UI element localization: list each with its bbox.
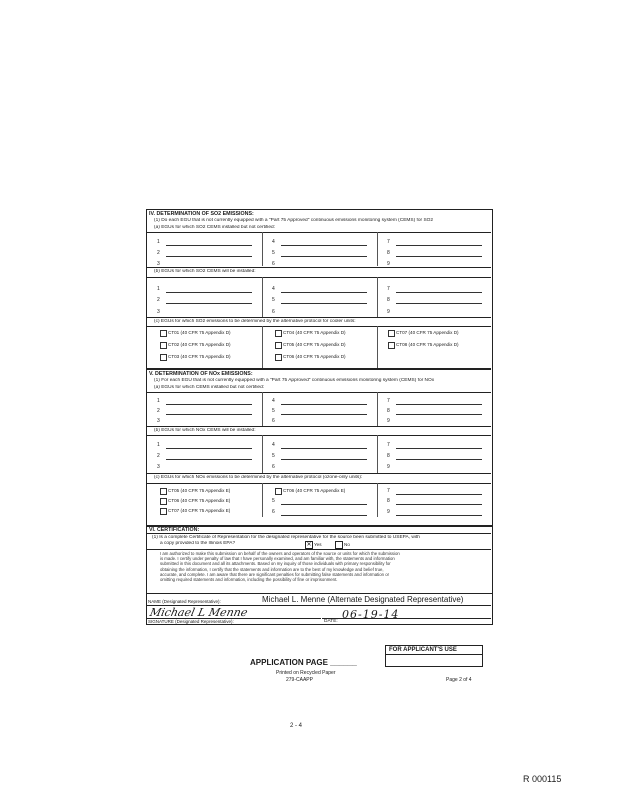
unit-blank[interactable] — [166, 459, 252, 460]
unit-blank[interactable] — [166, 245, 252, 246]
divider — [377, 483, 378, 517]
ct01-checkbox[interactable] — [160, 330, 167, 337]
statement-line: submitted in this document and all its attachments. Based on my inquiry of those individuals with primary responsibility for — [160, 561, 391, 567]
ct04-label: CT04 (40 CFR 75 Appendix D) — [283, 330, 346, 335]
ct05-checkbox[interactable] — [275, 342, 282, 349]
unit-blank[interactable] — [396, 459, 482, 460]
unit-blank[interactable] — [281, 448, 367, 449]
unit-number: 8 — [387, 408, 390, 414]
divider — [322, 618, 491, 619]
unit-blank[interactable] — [166, 303, 252, 304]
yes-checkbox[interactable]: ✕ — [306, 542, 312, 548]
date-label: DATE: — [324, 619, 338, 624]
ct06-checkbox[interactable] — [275, 354, 282, 361]
unit-blank[interactable] — [396, 504, 482, 505]
ct07-checkbox[interactable] — [388, 330, 395, 337]
divider — [262, 483, 263, 517]
unit-number: 2 — [157, 297, 160, 303]
ct02-label: CT02 (40 CFR 75 Appendix D) — [168, 342, 231, 347]
ct08-label: CT08 (40 CFR 75 Appendix D) — [396, 342, 459, 347]
unit-number: 6 — [272, 261, 275, 267]
statement-line: obtaining the information, I certify that the statements and information are to the best of my knowledge and belief true, — [160, 566, 384, 572]
statement-line: I am authorized to make this submission on behalf of the owners and operators of the source or units for which the submission — [160, 551, 400, 556]
unit-blank[interactable] — [396, 256, 482, 257]
ct07-label: CT07 (40 CFR 75 Appendix D) — [396, 330, 459, 335]
nox-c-label: (c) EGUs for which NOx emissions to be determined by the alternative protocol (ozone-only units): — [154, 475, 363, 480]
unit-number: 1 — [157, 286, 160, 292]
unit-number: 7 — [387, 488, 390, 494]
unit-number: 9 — [387, 418, 390, 424]
divider — [146, 277, 491, 278]
unit-number: 6 — [272, 509, 275, 515]
unit-number: 6 — [272, 418, 275, 424]
unit-number: 2 — [157, 250, 160, 256]
unit-blank[interactable] — [281, 504, 367, 505]
ct05-checkbox[interactable] — [160, 488, 167, 495]
unit-number: 3 — [157, 464, 160, 470]
divider — [146, 426, 491, 427]
unit-number: 7 — [387, 286, 390, 292]
divider — [262, 435, 263, 473]
no-checkbox[interactable] — [335, 541, 343, 549]
applicant-use-box — [385, 645, 483, 667]
nox-a-label: (a) EGUs for which CEMS installed but not certified: — [154, 385, 265, 390]
so2-a-label: (a) EGUs for which SO2 CEMS installed but not certified: — [154, 225, 276, 230]
application-page: APPLICATION PAGE ______ — [250, 658, 357, 667]
unit-blank[interactable] — [396, 245, 482, 246]
unit-number: 6 — [272, 309, 275, 315]
unit-blank[interactable] — [281, 404, 367, 405]
unit-number: 4 — [272, 286, 275, 292]
divider — [146, 392, 491, 393]
divider — [146, 435, 491, 436]
date-value: 06-19-14 — [342, 608, 400, 621]
unit-number: 6 — [272, 464, 275, 470]
ct03-label: CT03 (40 CFR 75 Appendix D) — [168, 354, 231, 359]
ct08-checkbox[interactable] — [275, 488, 282, 495]
unit-number: 8 — [387, 297, 390, 303]
certification-item1b: a copy provided to the Illinois EPA? — [160, 541, 236, 546]
statement-line: omitting required statements and information, including the possibility of fine or imprisonment. — [160, 577, 338, 583]
unit-number: 1 — [157, 442, 160, 448]
unit-number: 9 — [387, 509, 390, 515]
divider — [146, 473, 491, 474]
certification-item1: (1) Is a complete Certificate of Representation for the designated representative for the source been submitted to USEPA, with — [152, 535, 420, 540]
unit-number: 9 — [387, 309, 390, 315]
unit-blank[interactable] — [396, 404, 482, 405]
form-code: 279-CAAPP — [286, 677, 313, 683]
certification-statement — [160, 551, 488, 582]
ct03-checkbox[interactable] — [160, 354, 167, 361]
unit-blank[interactable] — [396, 494, 482, 495]
ct08-checkbox[interactable] — [388, 342, 395, 349]
divider — [377, 277, 378, 317]
yes-label: Yes — [314, 542, 322, 547]
divider — [146, 483, 491, 484]
unit-number: 8 — [387, 453, 390, 459]
center-page-number: 2 - 4 — [290, 723, 303, 729]
unit-blank[interactable] — [166, 414, 252, 415]
unit-blank[interactable] — [396, 303, 482, 304]
ct04-checkbox[interactable] — [275, 330, 282, 337]
divider — [262, 326, 263, 368]
unit-blank[interactable] — [166, 404, 252, 405]
unit-number: 5 — [272, 297, 275, 303]
section-divider — [146, 368, 491, 370]
unit-blank[interactable] — [281, 515, 367, 516]
ct01-label: CT01 (40 CFR 75 Appendix D) — [168, 330, 231, 335]
bates-number: R 000115 — [523, 774, 562, 784]
unit-number: 5 — [272, 408, 275, 414]
unit-number: 7 — [387, 398, 390, 404]
so2-line1: (1) Do each EGU that is not currently equipped with a "Part 75 Approved" continuous emissions monitoring system (CEMS) for SO2 — [154, 218, 434, 223]
unit-blank[interactable] — [281, 256, 367, 257]
unit-number: 9 — [387, 261, 390, 267]
divider — [146, 317, 491, 318]
unit-number: 8 — [387, 498, 390, 504]
unit-blank[interactable] — [396, 292, 482, 293]
nox-section-title: V. DETERMINATION OF NOx EMISSIONS: — [149, 371, 253, 377]
divider — [146, 267, 491, 268]
unit-number: 3 — [157, 261, 160, 267]
divider — [262, 232, 263, 266]
printed-name: Michael L. Menne (Alternate Designated Representative) — [262, 595, 464, 604]
page-of: Page 2 of 4 — [446, 677, 472, 683]
unit-number: 4 — [272, 239, 275, 245]
divider — [377, 435, 378, 473]
so2-section-title: IV. DETERMINATION OF SO2 EMISSIONS: — [149, 211, 254, 217]
ct06-label: CT06 (40 CFR 75 Appendix E) — [168, 498, 231, 503]
divider — [262, 392, 263, 426]
unit-number: 5 — [272, 453, 275, 459]
unit-number: 9 — [387, 464, 390, 470]
unit-blank[interactable] — [166, 292, 252, 293]
unit-number: 2 — [157, 408, 160, 414]
signature: Michael L Menne — [148, 606, 249, 619]
unit-blank[interactable] — [281, 414, 367, 415]
unit-blank[interactable] — [281, 245, 367, 246]
unit-blank[interactable] — [396, 515, 482, 516]
unit-number: 7 — [387, 239, 390, 245]
printed-on: Printed on Recycled Paper — [276, 670, 336, 676]
unit-blank[interactable] — [166, 448, 252, 449]
unit-blank[interactable] — [281, 303, 367, 304]
so2-b-label: (b) EGUs for which SO2 CEMS will be installed: — [154, 269, 256, 274]
divider — [146, 533, 491, 534]
divider — [377, 326, 378, 368]
unit-number: 4 — [272, 442, 275, 448]
unit-number: 5 — [272, 498, 275, 504]
ct05-label: CT05 (40 CFR 75 Appendix D) — [283, 342, 346, 347]
name-label: NAME (Designated Representative): — [148, 599, 221, 604]
unit-number: 8 — [387, 250, 390, 256]
unit-number: 4 — [272, 398, 275, 404]
divider — [146, 326, 491, 327]
unit-blank[interactable] — [396, 448, 482, 449]
statement-line: is made. I certify under penalty of law that I have personally examined, and am familiar with, the statements and information — [160, 556, 395, 562]
unit-number: 1 — [157, 239, 160, 245]
ct08-label: CT06 (40 CFR 75 Appendix E) — [283, 488, 346, 493]
certification-title: VI. CERTIFICATION: — [149, 527, 200, 533]
unit-blank[interactable] — [281, 292, 367, 293]
unit-number: 7 — [387, 442, 390, 448]
statement-line: accurate, and complete. I am aware that there are significant penalties for submitting false statements and information or — [160, 571, 390, 577]
divider — [377, 232, 378, 266]
so2-c-label: (c) EGUs for which SO2 emissions to be determined by the alternative protocol for cooler units: — [154, 319, 356, 324]
ct02-checkbox[interactable] — [160, 342, 167, 349]
divider — [262, 277, 263, 317]
unit-blank[interactable] — [281, 459, 367, 460]
unit-number: 3 — [157, 418, 160, 424]
ct06-checkbox[interactable] — [160, 498, 167, 505]
divider — [146, 232, 491, 233]
unit-number: 3 — [157, 309, 160, 315]
ct05-label: CT05 (40 CFR 75 Appendix E) — [168, 488, 231, 493]
nox-line1: (1) For each EGU that is not currently equipped with a "Part 75 Approved" continuous emissions monitoring system (CEMS) for NOx — [154, 378, 435, 383]
divider — [377, 392, 378, 426]
ct06-label: CT06 (40 CFR 75 Appendix D) — [283, 354, 346, 359]
unit-number: 1 — [157, 398, 160, 404]
ct07-label: CT07 (40 CFR 75 Appendix E) — [168, 508, 231, 513]
no-label: No — [344, 542, 350, 547]
signature-label: SIGNATURE (Designated Representative): — [148, 619, 234, 624]
nox-b-label: (b) EGUs for which NOx CEMS will be installed: — [154, 428, 256, 433]
unit-number: 2 — [157, 453, 160, 459]
applicant-use-label: FOR APPLICANT'S USE — [386, 646, 482, 655]
divider — [146, 549, 491, 550]
unit-blank[interactable] — [396, 414, 482, 415]
unit-number: 5 — [272, 250, 275, 256]
ct07-checkbox[interactable] — [160, 508, 167, 515]
unit-blank[interactable] — [166, 256, 252, 257]
